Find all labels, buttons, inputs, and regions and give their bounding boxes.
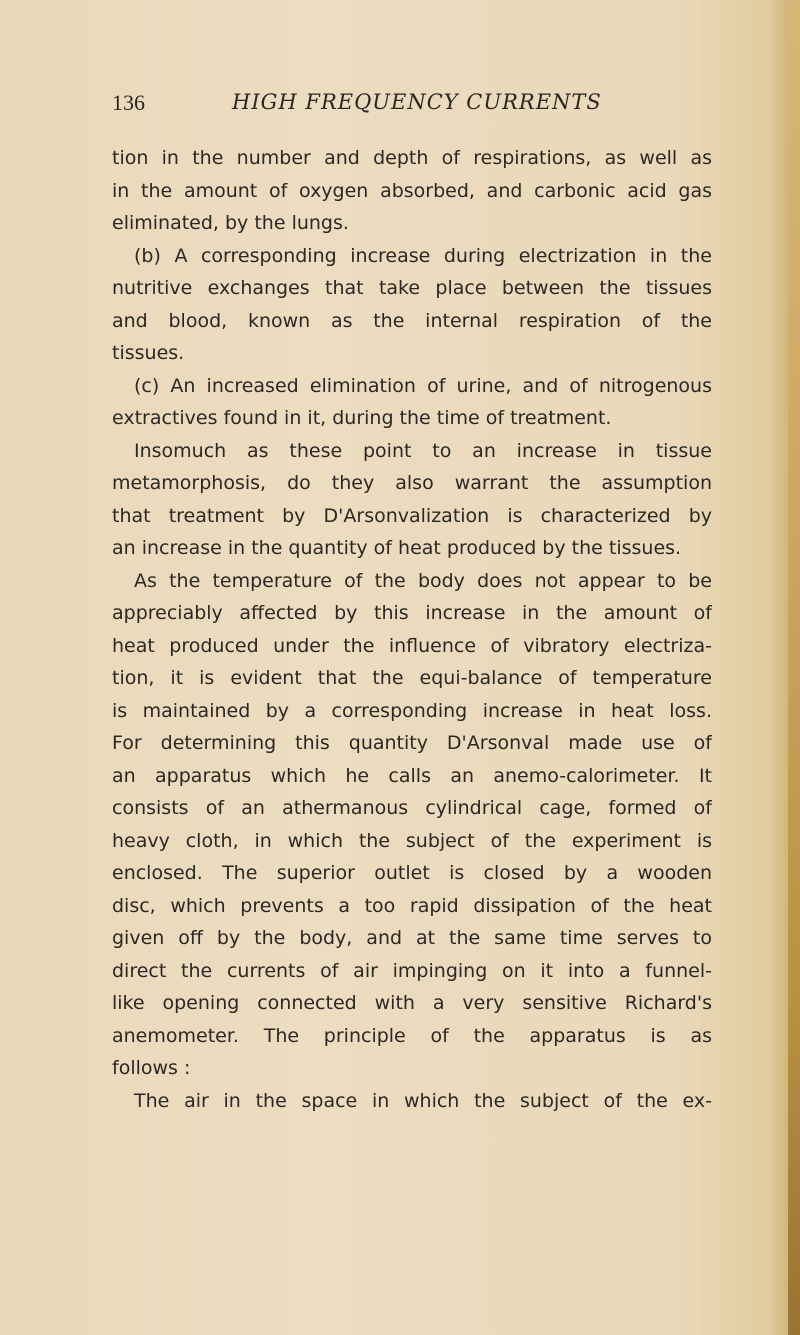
- text-line: enclosed. The superior outlet is closed by a wooden: [112, 862, 712, 884]
- text-line: consists of an athermanous cylindrical cage, formed of: [112, 797, 712, 819]
- text-line: an apparatus which he calls an anemo-calorimeter. It: [112, 764, 712, 787]
- text-line: is maintained by a corresponding increase in heat loss.: [112, 699, 712, 722]
- running-head: HIGH FREQUENCY CURRENTS: [232, 90, 602, 114]
- text-line: (b) A corresponding increase during electrization in the: [134, 244, 712, 267]
- text-line: metamorphosis, do they also warrant the assumption: [112, 472, 712, 494]
- page-edge-shadow: [788, 0, 800, 1335]
- text-line: and blood, known as the internal respiration of the: [112, 309, 712, 332]
- text-line: given off by the body, and at the same time serves to: [112, 927, 712, 949]
- text-line: tion in the number and depth of respirations, as well as: [112, 147, 712, 169]
- text-line: extractives found in it, during the time of treatment.: [112, 407, 612, 429]
- body-text: [112, 142, 712, 1117]
- text-line: in the amount of oxygen absorbed, and carbonic acid gas: [112, 179, 712, 202]
- text-line: nutritive exchanges that take place between the tissues: [112, 277, 712, 299]
- text-line: tion, it is evident that the equi-balance of temperature: [112, 667, 712, 689]
- text-line: As the temperature of the body does not appear to be: [134, 569, 712, 592]
- text-line: Insomuch as these point to an increase in tissue: [134, 439, 712, 462]
- text-line: (c) An increased elimination of urine, and of nitrogenous: [134, 374, 712, 397]
- text-line: an increase in the quantity of heat produced by the tissues.: [112, 537, 682, 559]
- page-number: 136: [112, 90, 145, 115]
- text-line: eliminated, by the lungs.: [112, 212, 349, 234]
- text-line: disc, which prevents a too rapid dissipation of the heat: [112, 894, 712, 917]
- text-line: anemometer. The principle of the apparatus is as: [112, 1024, 712, 1047]
- text-line: direct the currents of air impinging on it into a funnel-: [112, 959, 712, 982]
- text-line: For determining this quantity D'Arsonval made use of: [112, 732, 712, 754]
- text-line: tissues.: [112, 342, 185, 364]
- text-line: that treatment by D'Arsonvalization is characterized by: [112, 504, 712, 527]
- text-line: like opening connected with a very sensitive Richard's: [112, 992, 712, 1014]
- text-line: heavy cloth, in which the subject of the experiment is: [112, 829, 712, 852]
- text-line: appreciably affected by this increase in the amount of: [112, 602, 712, 624]
- text-line: heat produced under the influence of vibratory electriza-: [112, 634, 712, 657]
- page-header: [112, 90, 712, 126]
- text-line: The air in the space in which the subject of the ex-: [134, 1089, 712, 1112]
- text-line: follows :: [112, 1057, 191, 1079]
